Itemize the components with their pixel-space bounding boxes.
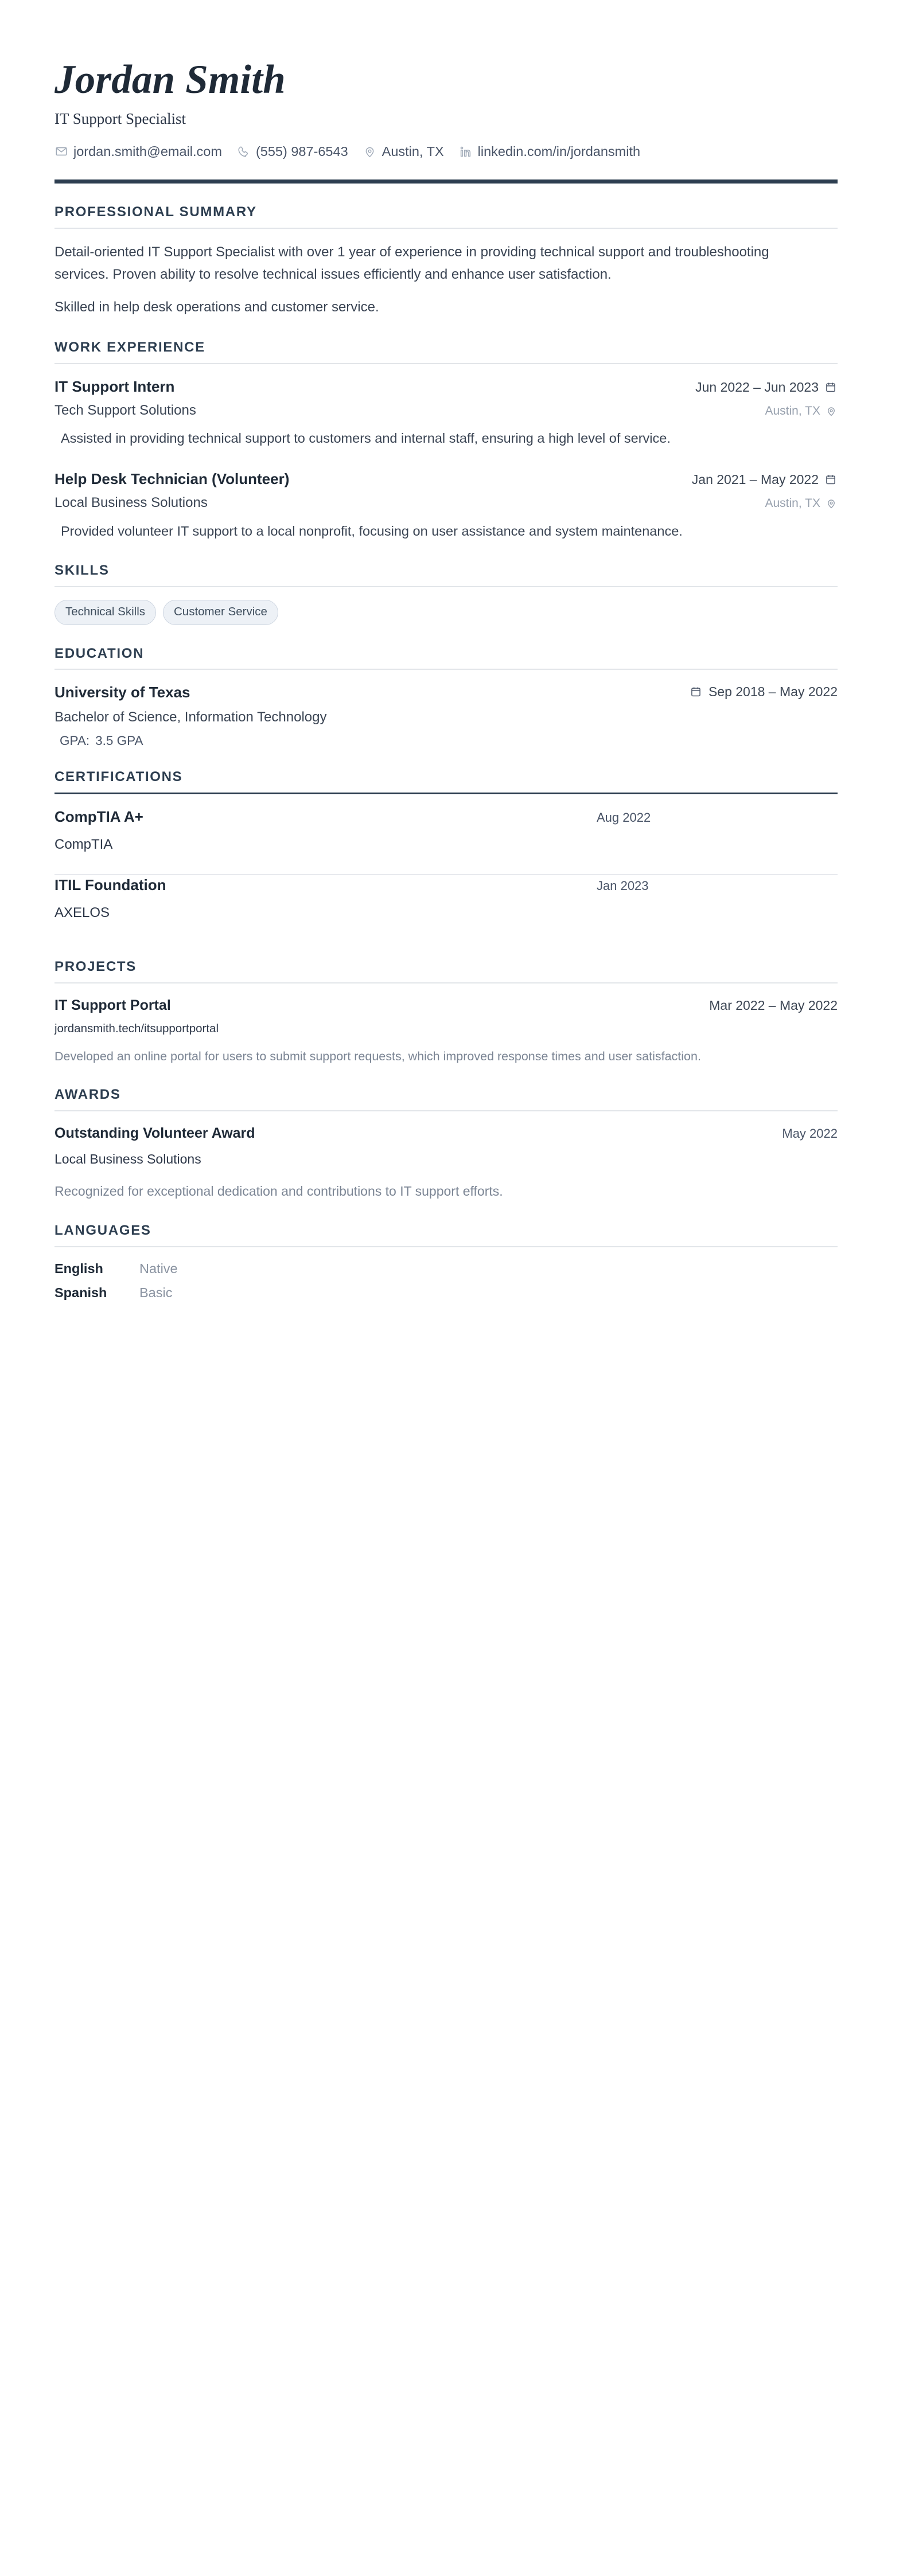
certification-entry (54, 875, 838, 942)
section-title-summary: PROFESSIONAL SUMMARY (54, 204, 257, 220)
language-level: Native (139, 1260, 178, 1276)
section-title-certifications: CERTIFICATIONS (54, 769, 183, 785)
summary-paragraph: Detail-oriented IT Support Specialist with over 1 year of experience in providing technical support and troubleshooting services. Proven ability to resolve technical issues efficiently and enhance user satisfaction. (54, 244, 769, 283)
education-gpa (54, 733, 838, 748)
section-divider-projects (54, 982, 838, 983)
section-title-projects: PROJECTS (54, 959, 137, 975)
certification-issuer: CompTIA (54, 837, 113, 853)
certification-main (54, 875, 597, 923)
education-dates-text: Sep 2018 – May 2022 (708, 684, 838, 699)
contact-location-text: Austin, TX (381, 143, 444, 159)
contact-email-text: jordan.smith@email.com (73, 143, 222, 159)
calendar-icon (690, 685, 703, 698)
language-level: Basic (139, 1285, 173, 1301)
section-divider-skills (54, 586, 838, 587)
certification-name: ITIL Foundation (54, 876, 166, 893)
section-certifications (54, 769, 838, 942)
section-divider-summary (54, 228, 838, 229)
candidate-name: Jordan Smith (54, 57, 286, 102)
certification-main (54, 807, 597, 854)
section-title-skills: SKILLS (54, 563, 110, 579)
project-entry (54, 996, 838, 1066)
experience-subheader-row (54, 401, 838, 420)
map-pin-icon (826, 405, 838, 417)
certification-date: Aug 2022 (597, 810, 651, 825)
language-name: Spanish (54, 1285, 107, 1301)
award-date: May 2022 (782, 1126, 838, 1141)
education-header-row (54, 682, 838, 702)
experience-organization: Tech Support Solutions (54, 402, 196, 418)
contact-linkedin[interactable] (459, 143, 640, 161)
certification-date: Jan 2023 (597, 878, 649, 893)
contact-location (363, 143, 444, 161)
section-projects (54, 959, 838, 1066)
section-title-experience: WORK EXPERIENCE (54, 339, 205, 355)
experience-dates (695, 380, 838, 395)
certification-issuer: AXELOS (54, 904, 110, 920)
language-name: English (54, 1260, 103, 1276)
section-divider-awards (54, 1110, 838, 1111)
award-organization: Local Business Solutions (54, 1151, 201, 1166)
language-row (54, 1284, 838, 1302)
resume-header (54, 46, 838, 184)
map-pin-icon (363, 145, 377, 158)
phone-icon (237, 145, 251, 158)
certification-entry (54, 807, 838, 874)
section-title-education: EDUCATION (54, 645, 145, 661)
section-divider-languages (54, 1246, 838, 1247)
experience-dates-text: Jun 2022 – Jun 2023 (695, 379, 819, 395)
experience-location (765, 497, 838, 510)
skills-chip-list (54, 600, 838, 625)
linkedin-icon (459, 145, 473, 158)
section-skills (54, 563, 838, 625)
experience-organization: Local Business Solutions (54, 495, 208, 511)
experience-dates (692, 472, 838, 487)
contact-linkedin-text: linkedin.com/in/jordansmith (477, 143, 641, 159)
envelope-icon (54, 145, 68, 158)
award-name: Outstanding Volunteer Award (54, 1125, 255, 1142)
certification-name: CompTIA A+ (54, 807, 143, 825)
project-header-row (54, 996, 838, 1016)
contact-phone[interactable] (237, 143, 348, 161)
bottom-spacer (54, 1302, 838, 1325)
section-awards (54, 1087, 838, 1202)
resume-sheet (54, 46, 838, 1325)
section-professional-summary (54, 204, 838, 318)
experience-location-text: Austin, TX (765, 497, 820, 510)
section-languages (54, 1223, 838, 1302)
education-entry (54, 682, 838, 748)
summary-paragraph: Skilled in help desk operations and customer service. (54, 299, 379, 315)
contact-phone-text: (555) 987-6543 (255, 143, 348, 159)
language-list (54, 1260, 838, 1302)
header-divider (54, 179, 838, 184)
section-divider-experience (54, 363, 838, 364)
education-degree: Bachelor of Science, Information Technology (54, 709, 327, 725)
map-pin-icon (826, 498, 838, 509)
experience-location-text: Austin, TX (765, 404, 820, 417)
experience-header-row (54, 377, 838, 397)
project-name: IT Support Portal (54, 997, 171, 1014)
experience-location (765, 404, 838, 418)
experience-subheader-row (54, 493, 838, 513)
section-education (54, 646, 838, 748)
section-work-experience (54, 339, 838, 542)
language-row (54, 1260, 838, 1278)
award-entry (54, 1124, 838, 1202)
education-gpa-value: 3.5 GPA (95, 733, 143, 748)
candidate-job-title: IT Support Specialist (54, 110, 186, 127)
skill-chip[interactable]: Technical Skills (54, 600, 156, 625)
experience-role: Help Desk Technician (Volunteer) (54, 470, 290, 487)
education-gpa-label: GPA: (60, 733, 90, 748)
experience-entry (54, 469, 838, 542)
contact-row (54, 143, 838, 161)
project-dates: Mar 2022 – May 2022 (709, 998, 838, 1013)
award-header-row (54, 1124, 838, 1143)
award-description: Recognized for exceptional dedication and contributions to IT support efforts. (54, 1184, 503, 1199)
section-title-awards: AWARDS (54, 1087, 121, 1103)
experience-entry (54, 377, 838, 450)
education-dates (690, 684, 838, 700)
section-divider-certifications (54, 793, 838, 794)
section-title-languages: LANGUAGES (54, 1222, 151, 1238)
project-url[interactable]: jordansmith.tech/itsupportportal (54, 1021, 219, 1035)
experience-description: Provided volunteer IT support to a local nonprofit, focusing on user assistance and system maintenance. (61, 523, 683, 538)
experience-role: IT Support Intern (54, 377, 175, 395)
contact-email[interactable] (54, 143, 222, 161)
experience-description: Assisted in providing technical support to customers and internal staff, ensuring a high level of service. (61, 431, 671, 446)
education-school: University of Texas (54, 684, 190, 701)
project-description: Developed an online portal for users to submit support requests, which improved response times and user satisfaction. (54, 1049, 701, 1063)
calendar-icon (825, 473, 838, 486)
skill-chip[interactable]: Customer Service (163, 600, 278, 625)
experience-dates-text: Jan 2021 – May 2022 (691, 471, 819, 487)
section-divider-education (54, 669, 838, 670)
experience-header-row (54, 469, 838, 489)
calendar-icon (825, 381, 838, 393)
